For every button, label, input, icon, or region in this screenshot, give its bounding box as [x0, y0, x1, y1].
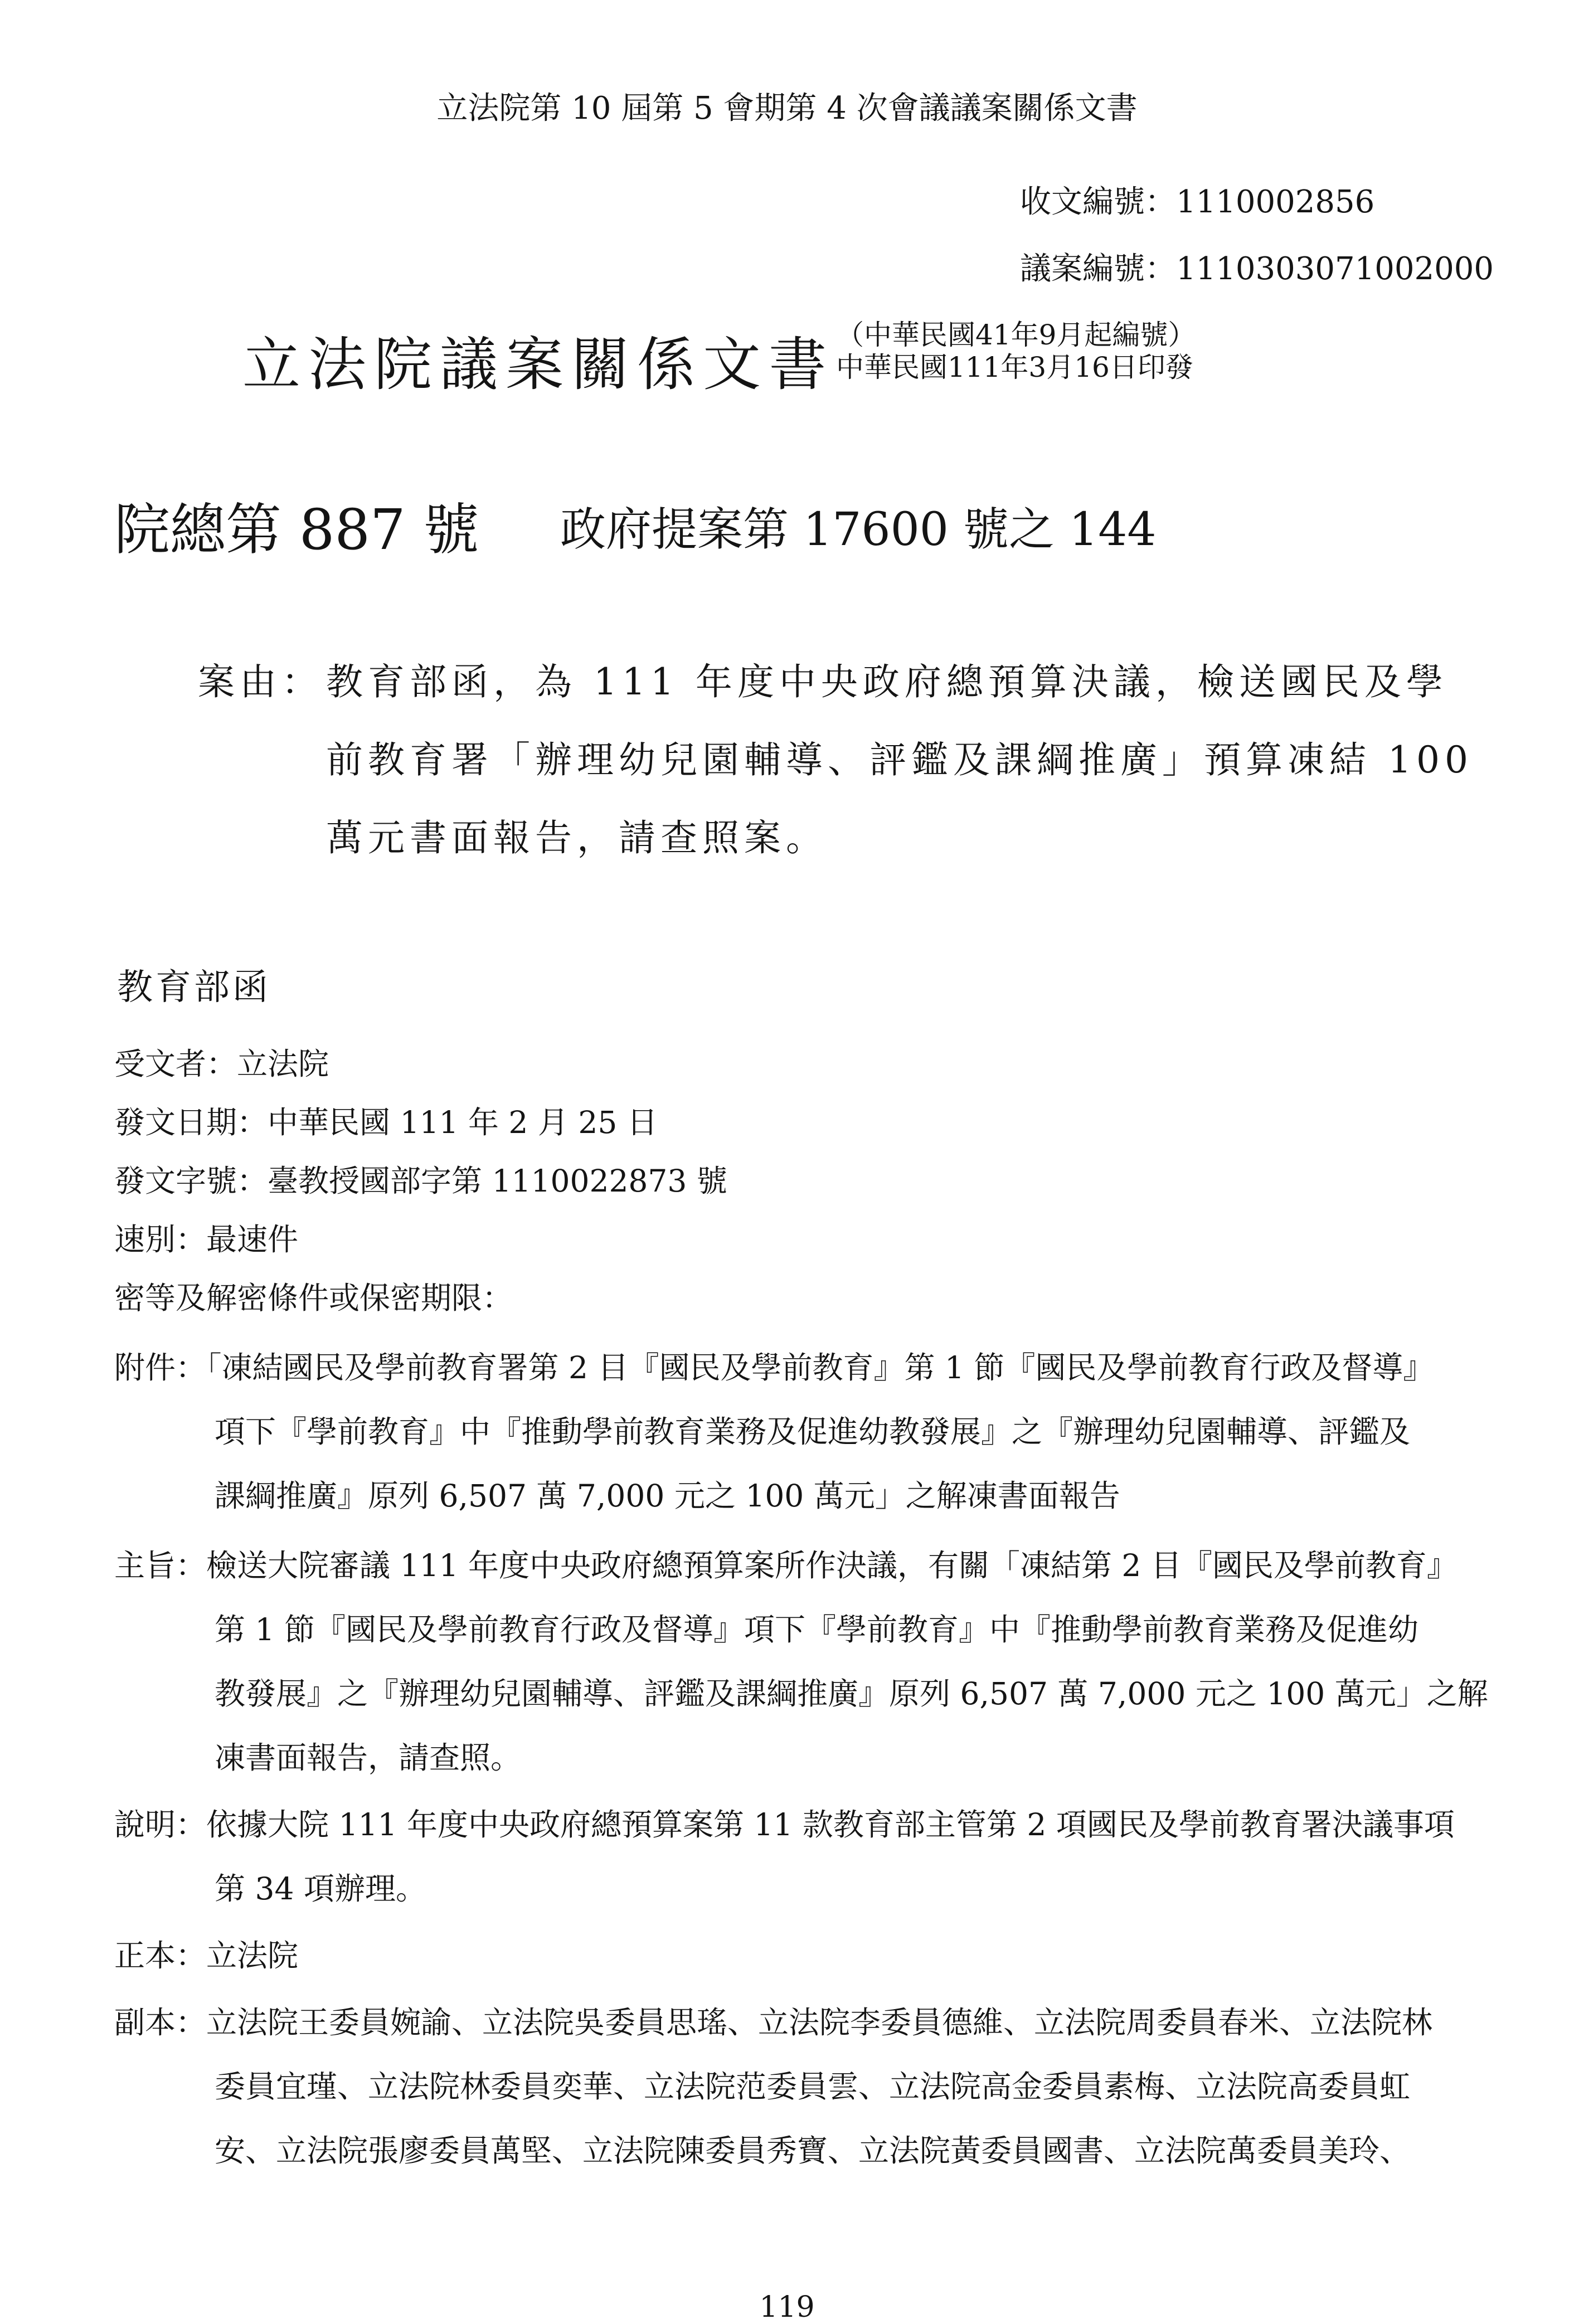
original-recipient: 正本：立法院: [114, 1938, 299, 1973]
cause-line: 教育部函，為 111 年度中央政府總預算決議，檢送國民及學: [326, 660, 1448, 703]
attachment-line: 附件：「凍結國民及學前教育署第 2 目『國民及學前教育』第 1 節『國民及學前教育行政及督導』: [114, 1350, 1434, 1385]
document-title: 立法院議案關係文書: [242, 330, 835, 398]
cause-line: 前教育署「辦理幼兒園輔導、評鑑及課綱推廣」預算凍結 100: [326, 738, 1473, 781]
cause-label: 案由：: [198, 660, 323, 703]
subject-line: 主旨：檢送大院審議 111 年度中央政府總預算案所作決議，有關「凍結第 2 目『國民及學前教育』: [114, 1548, 1458, 1583]
letter-heading: 教育部函: [117, 967, 271, 1008]
speed-class: 速別：最速件: [114, 1222, 299, 1257]
proposal-number: 政府提案第 17600 號之 144: [560, 503, 1157, 556]
confidentiality: 密等及解密條件或保密期限：: [114, 1280, 513, 1316]
explanation-line: 說明：依據大院 111 年度中央政府總預算案第 11 款教育部主管第 2 項國民及學前教育署決議事項: [114, 1807, 1455, 1842]
copies-line: 安、立法院張廖委員萬堅、立法院陳委員秀寶、立法院黃委員國書、立法院萬委員美玲、: [215, 2133, 1411, 2169]
issue-number: 發文字號：臺教授國部字第 1110022873 號: [114, 1163, 727, 1199]
cause-line: 萬元書面報告，請查照案。: [326, 816, 828, 859]
page-number: 119: [759, 2291, 815, 2324]
running-header: 立法院第 10 屆第 5 會期第 4 次會議議案關係文書: [436, 90, 1138, 127]
numbering-origin: （中華民國41年9月起編號）: [836, 319, 1196, 351]
explanation-line: 第 34 項辦理。: [215, 1871, 426, 1907]
subject-line: 凍書面報告，請查照。: [215, 1740, 522, 1776]
numbering-note: [836, 319, 1196, 383]
general-number: 院總第 887 號: [114, 497, 479, 562]
recipient: 受文者：立法院: [114, 1046, 329, 1082]
attachment-line: 課綱推廣』原列 6,507 萬 7,000 元之 100 萬元」之解凍書面報告: [215, 1478, 1120, 1514]
receipt-number: 收文編號：1110002856: [1020, 184, 1375, 220]
print-date: 中華民國111年3月16日印發: [836, 351, 1193, 383]
subject-line: 第 1 節『國民及學前教育行政及督導』項下『學前教育』中『推動學前教育業務及促進幼: [215, 1612, 1418, 1647]
subject-line: 教發展』之『辦理幼兒園輔導、評鑑及課綱推廣』原列 6,507 萬 7,000 元之 100 萬元」之解: [215, 1676, 1488, 1712]
bill-number: 議案編號：1110303071002000: [1020, 251, 1494, 287]
copies-line: 委員宜瑾、立法院林委員奕華、立法院范委員雲、立法院高金委員素梅、立法院高委員虹: [215, 2069, 1411, 2104]
attachment-line: 項下『學前教育』中『推動學前教育業務及促進幼教發展』之『辦理幼兒園輔導、評鑑及: [215, 1414, 1411, 1450]
issue-date: 發文日期：中華民國 111 年 2 月 25 日: [114, 1105, 658, 1140]
copies-line: 副本：立法院王委員婉諭、立法院吳委員思瑤、立法院李委員德維、立法院周委員春米、立法院林: [114, 2005, 1433, 2040]
